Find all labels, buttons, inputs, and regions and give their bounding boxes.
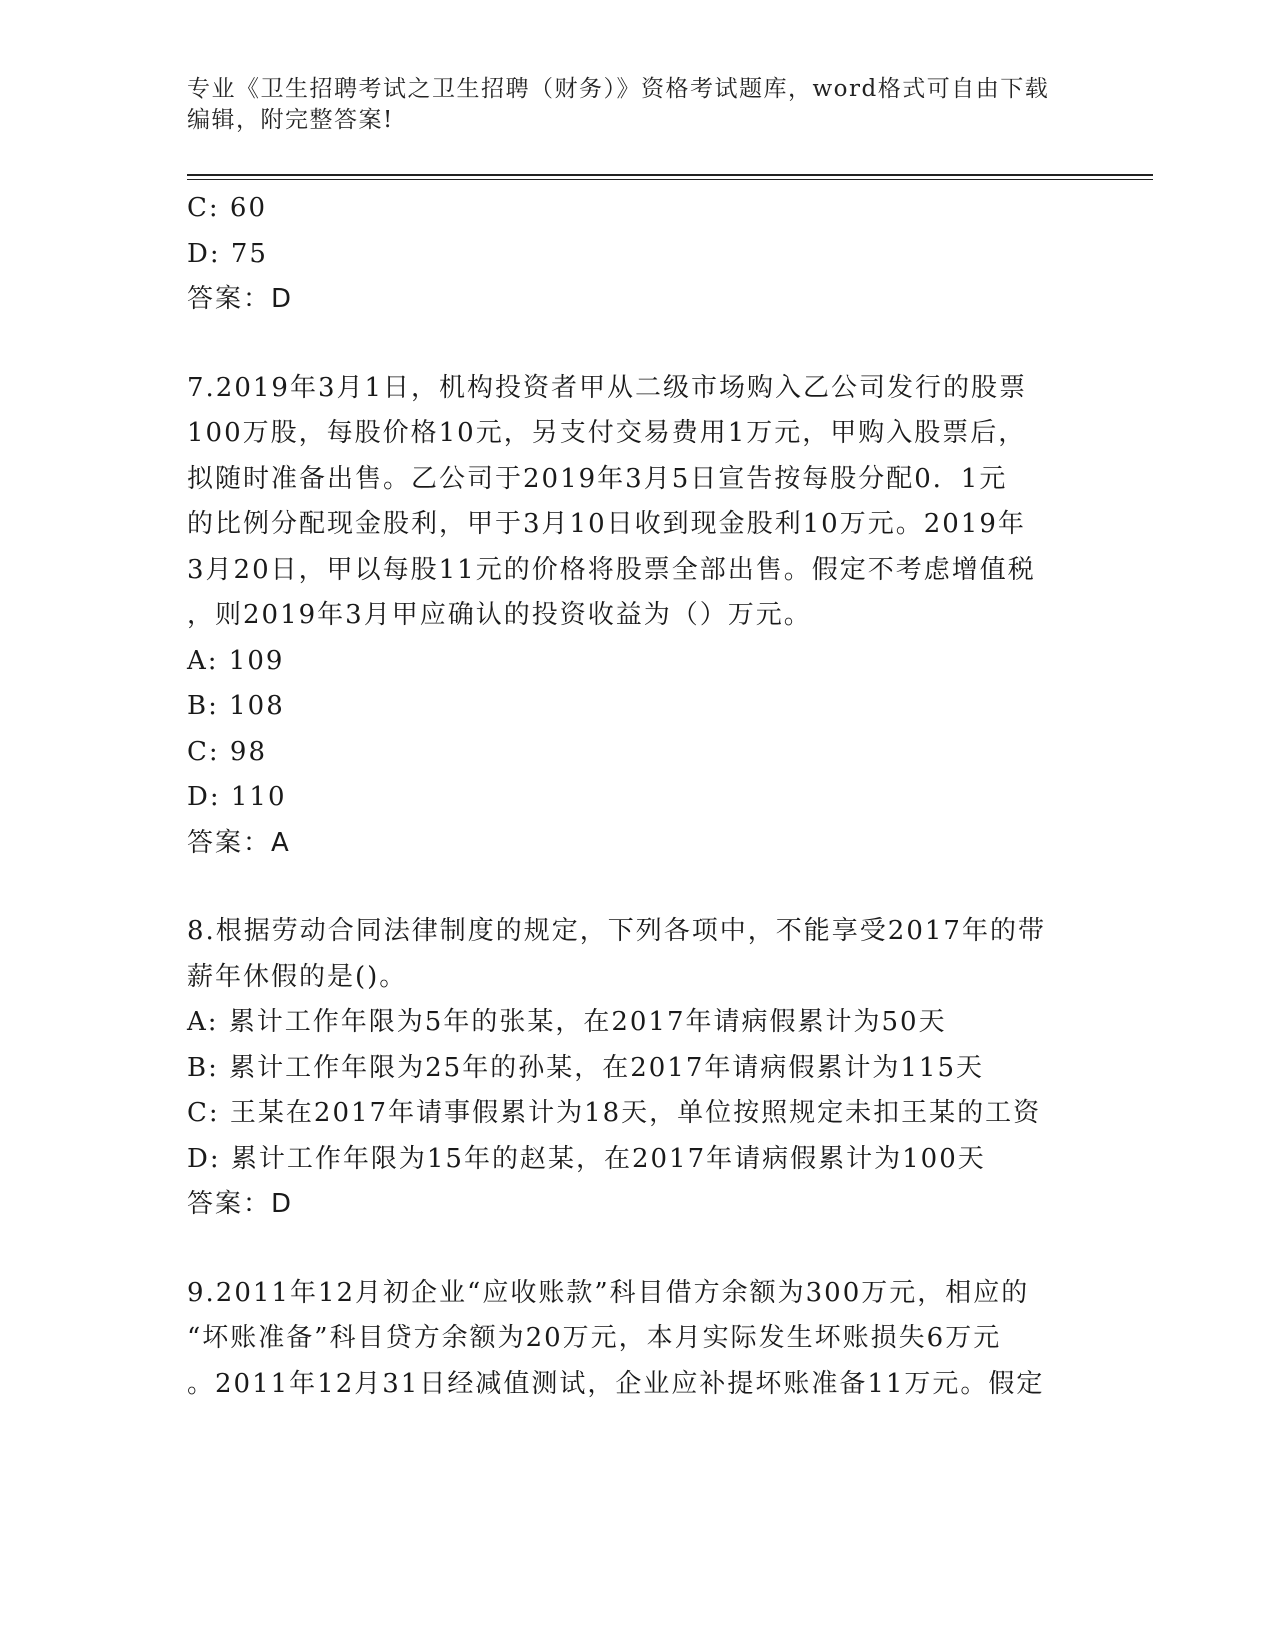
question-text-line: 薪年休假的是()。 xyxy=(187,961,408,992)
option-c: C: 98 xyxy=(187,736,268,767)
question-text-line: 拟随时准备出售。乙公司于2019年3月5日宣告按每股分配0．1元 xyxy=(187,463,1008,494)
answer: 答案：D xyxy=(187,1189,294,1219)
question-text-line: 9.2011年12月初企业“应收账款”科目借方余额为300万元，相应的 xyxy=(187,1277,1030,1308)
question-text-line: 7.2019年3月1日，机构投资者甲从二级市场购入乙公司发行的股票 xyxy=(187,372,1028,403)
header-line-2: 编辑，附完整答案! xyxy=(187,107,394,133)
answer: 答案：A xyxy=(187,827,291,858)
question-text-line: “坏账准备”科目贷方余额为20万元，本月实际发生坏账损失6万元 xyxy=(187,1323,1002,1353)
option-c: C: 60 xyxy=(187,193,268,223)
option-d: D: 110 xyxy=(187,782,287,812)
option-a: A: 109 xyxy=(187,645,285,676)
question-text-line: ，则2019年3月甲应确认的投资收益为（）万元。 xyxy=(187,600,812,630)
header-line-1: 专业《卫生招聘考试之卫生招聘（财务）》资格考试题库，word格式可自由下载 xyxy=(187,76,1050,102)
option-b: B: 108 xyxy=(187,691,285,721)
spacer xyxy=(187,866,1087,909)
question-text-line: 3月20日，甲以每股11元的价格将股票全部出售。假定不考虑增值税 xyxy=(187,554,1036,585)
question-7 xyxy=(187,366,1087,867)
option-b: B: 累计工作年限为25年的孙某，在2017年请病假累计为115天 xyxy=(187,1052,985,1083)
question-9 xyxy=(187,1271,1087,1408)
document-body xyxy=(187,186,1087,1407)
option-c: C: 王某在2017年请事假累计为18天，单位按照规定未扣王某的工资 xyxy=(187,1098,1042,1128)
question-text-line: 8.根据劳动合同法律制度的规定，下列各项中，不能享受2017年的带 xyxy=(187,916,1046,946)
option-d: D: 75 xyxy=(187,238,268,269)
option-a: A: 累计工作年限为5年的张某，在2017年请病假累计为50天 xyxy=(187,1007,947,1037)
answer: 答案：D xyxy=(187,284,294,314)
question-text-line: 。2011年12月31日经减值测试，企业应补提坏账准备11万元。假定 xyxy=(187,1368,1045,1399)
header-divider xyxy=(187,174,1153,180)
spacer xyxy=(187,323,1087,366)
question-text-line: 的比例分配现金股利，甲于3月10日收到现金股利10万元。2019年 xyxy=(187,509,1026,539)
page-header xyxy=(187,74,1087,136)
question-8 xyxy=(187,909,1087,1228)
question-6-tail xyxy=(187,186,1087,323)
question-text-line: 100万股，每股价格10元，另支付交易费用1万元，甲购入股票后， xyxy=(187,418,1027,448)
spacer xyxy=(187,1228,1087,1271)
option-d: D: 累计工作年限为15年的赵某，在2017年请病假累计为100天 xyxy=(187,1143,986,1174)
